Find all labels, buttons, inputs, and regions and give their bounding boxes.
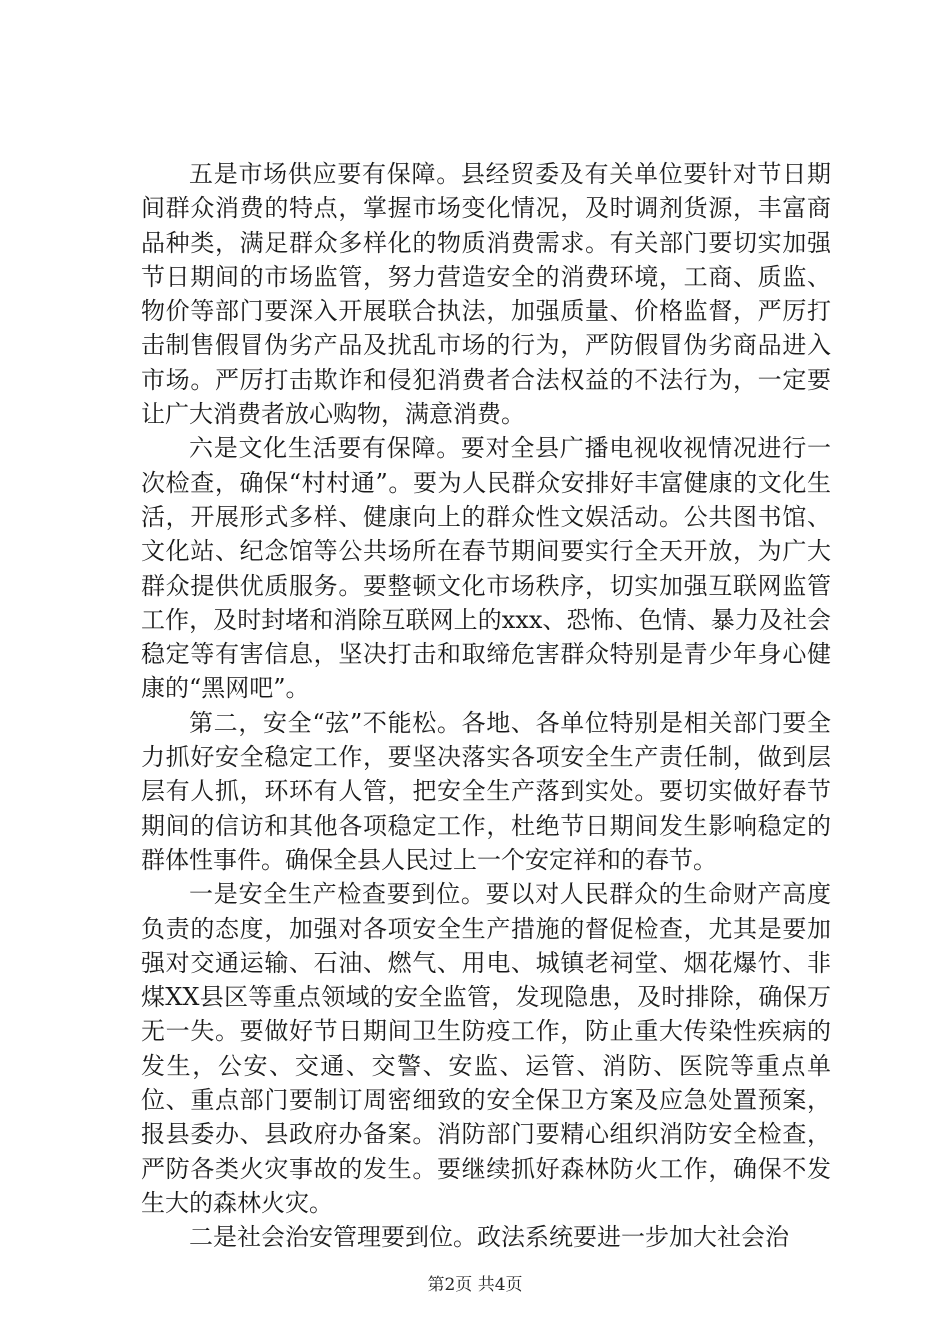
paragraph-safety-heading: 第二，安全“弦”不能松。各地、各单位特别是相关部门要全力抓好安全稳定工作，要坚决落实各项安全生产责任制，做到层层有人抓，环环有人管，把安全生产落到实处。要切实做好春节期间的信访和其他各项稳定工作，杜绝节日期间发生影响稳定的群体性事件。确保全县人民过上一个安定祥和的春节。	[141, 708, 831, 874]
paragraph-public-security: 二是社会治安管理要到位。政法系统要进一步加大社会治	[189, 1223, 789, 1252]
paragraph-production-safety: 一是安全生产检查要到位。要以对人民群众的生命财产高度负责的态度，加强对各项安全生产措施的督促检查，尤其是要加强对交通运输、石油、燃气、用电、城镇老祠堂、烟花爆竹、非煤XX县区等重点领域的安全监管，发现隐患，及时排除，确保万无一失。要做好节日期间卫生防疫工作，防止重大传染性疾病的发生，公安、交通、交警、安监、运管、消防、医院等重点单位、重点部门要制订周密细致的安全保卫方案及应急处置预案，报县委办、县政府办备案。消防部门要精心组织消防安全检查，严防各类火灾事故的发生。要继续抓好森林防火工作，确保不发生大的森林火灾。	[141, 880, 831, 1217]
paragraph-market-supply: 五是市场供应要有保障。县经贸委及有关单位要针对节日期间群众消费的特点，掌握市场变化情况，及时调剂货源，丰富商品种类，满足群众多样化的物质消费需求。有关部门要切实加强节日期间的市场监管，努力营造安全的消费环境，工商、质监、物价等部门要深入开展联合执法，加强质量、价格监督，严厉打击制售假冒伪劣产品及扰乱市场的行为，严防假冒伪劣商品进入市场。严厉打击欺诈和侵犯消费者合法权益的不法行为，一定要让广大消费者放心购物，满意消费。	[141, 160, 831, 429]
paragraph-cultural-life: 六是文化生活要有保障。要对全县广播电视收视情况进行一次检查，确保“村村通”。要为人民群众安排好丰富健康的文化生活，开展形式多样、健康向上的群众性文娱活动。公共图书馆、文化站、纪念馆等公共场所在春节期间要实行全天开放，为广大群众提供优质服务。要整顿文化市场秩序，切实加强互联网监管工作，及时封堵和消除互联网上的xxx、恐怖、色情、暴力及社会稳定等有害信息，坚决打击和取缔危害群众特别是青少年身心健康的“黑网吧”。	[141, 434, 831, 703]
page-number-footer: 第2页 共4页	[427, 1275, 523, 1295]
document-body	[141, 157, 831, 1255]
